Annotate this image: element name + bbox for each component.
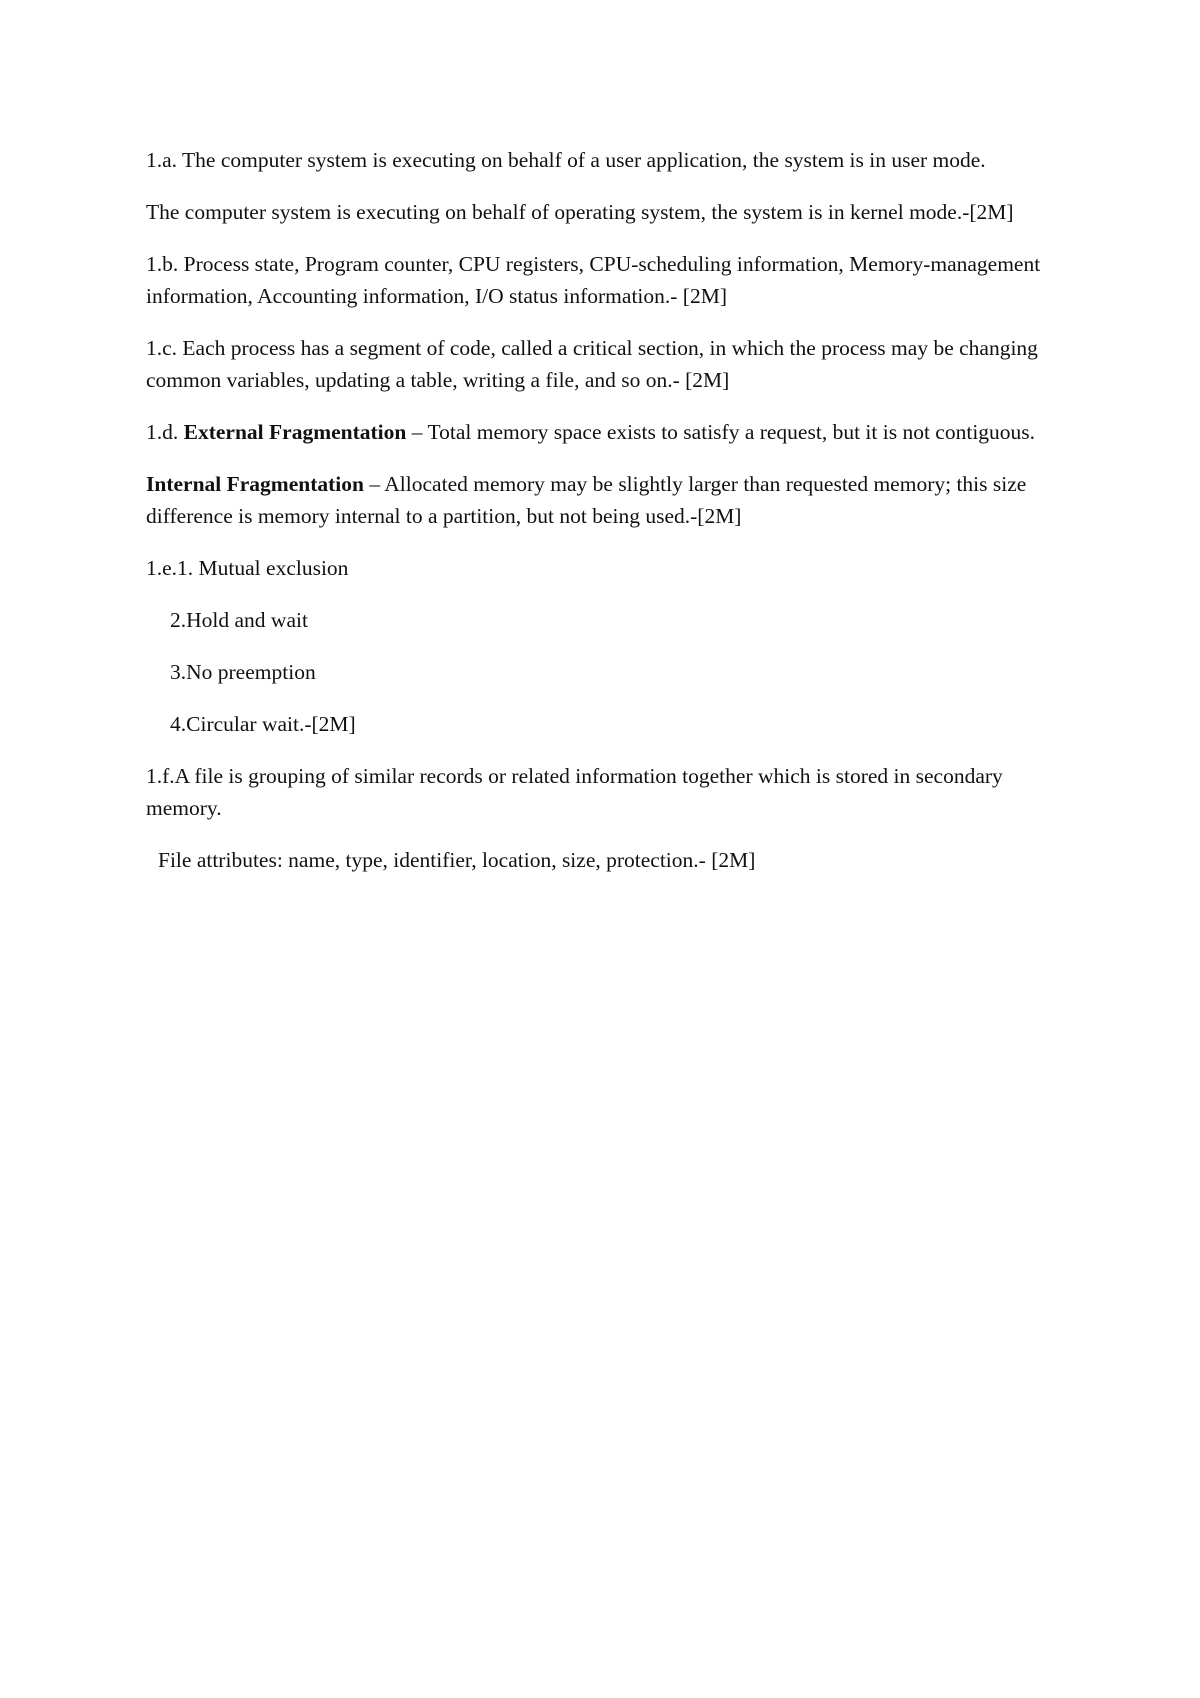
answer-1d-external: [146, 416, 1076, 448]
answer-1d-prefix: 1.d.: [146, 420, 184, 444]
answer-1e-item-2: 2.Hold and wait: [170, 608, 308, 632]
internal-fragmentation-term: Internal Fragmentation: [146, 472, 364, 496]
answer-content: [146, 144, 1076, 896]
answer-1a-kernel-mode: The computer system is executing on behalf of operating system, the system is in kernel mode.-[2M]: [146, 200, 1014, 224]
answer-1b: 1.b. Process state, Program counter, CPU registers, CPU-scheduling information, Memory-management information, Accounting information, I/O status information.- [2M]: [146, 252, 1041, 308]
answer-1d-internal: [146, 468, 1076, 532]
answer-1e-item-3: 3.No preemption: [170, 660, 316, 684]
internal-fragmentation-desc: – Allocated memory may be slightly larger than requested memory; this size difference is memory internal to a partition, but not being used.-[2M]: [146, 472, 1027, 528]
answer-1c: 1.c. Each process has a segment of code, called a critical section, in which the process may be changing common variables, updating a table, writing a file, and so on.- [2M]: [146, 336, 1038, 392]
external-fragmentation-term: External Fragmentation: [183, 420, 407, 444]
answer-1e-item-4: 4.Circular wait.-[2M]: [170, 712, 356, 736]
answer-1f-attributes: File attributes: name, type, identifier, location, size, protection.- [2M]: [158, 848, 756, 872]
answer-1e-item-1: 1.e.1. Mutual exclusion: [146, 556, 349, 580]
answer-1a-user-mode: 1.a. The computer system is executing on behalf of a user application, the system is in user mode.: [146, 148, 986, 172]
external-fragmentation-desc: – Total memory space exists to satisfy a request, but it is not contiguous.: [406, 420, 1036, 444]
answer-1f-definition: 1.f.A file is grouping of similar records or related information together which is stored in secondary memory.: [146, 764, 1003, 820]
